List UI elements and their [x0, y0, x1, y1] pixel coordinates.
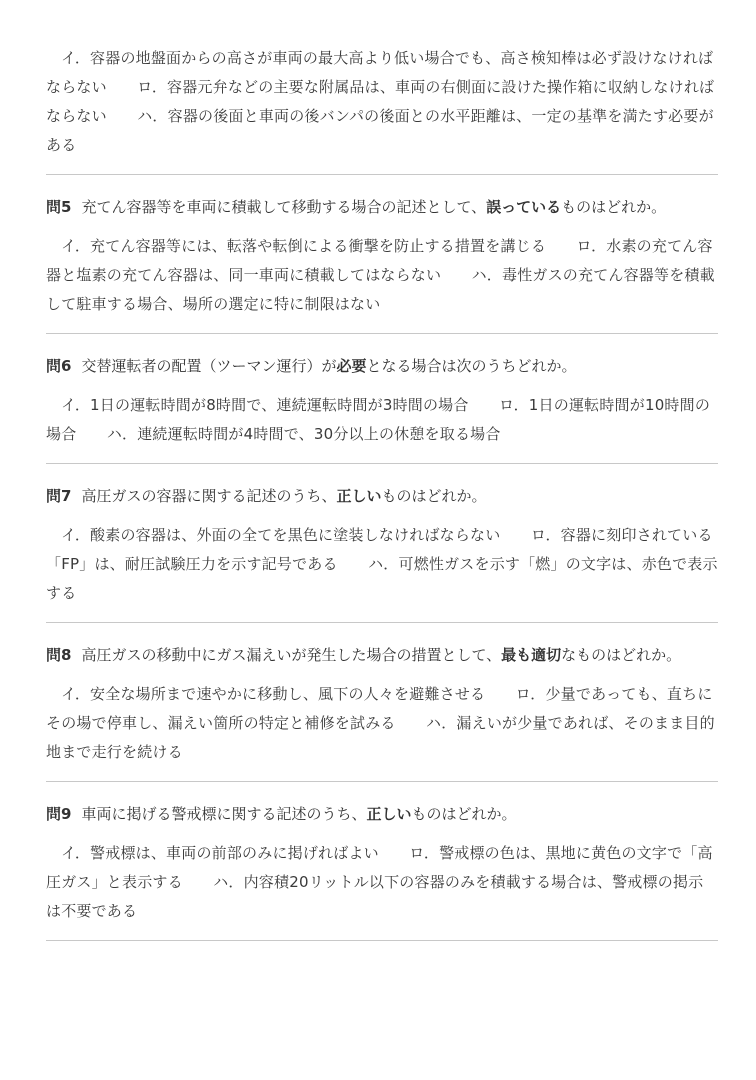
question-emphasis: 正しい — [336, 487, 382, 505]
option-ha: ハ．毒性ガスの充てん容器等を積載して駐車する場合、場所の選定に特に制限はない — [46, 266, 715, 313]
question-number: 問5 — [46, 198, 72, 216]
option-i: イ．容器の地盤面からの高さが車両の最大高より低い場合でも、高さ検知棒は必ず設けなければならない — [46, 49, 714, 96]
option-ro: ロ．水素の充てん容器と塩素の充てん容器は、同一車両に積載してはならない — [46, 237, 713, 284]
question-9-options — [46, 839, 718, 926]
option-ha: ハ．連続運転時間が4時間で、30分以上の休憩を取る場合 — [106, 425, 501, 443]
question-emphasis: 正しい — [366, 805, 412, 823]
question-emphasis: 誤っている — [486, 198, 562, 216]
option-ro: ロ．1日の運転時間が10時間の場合 — [46, 396, 711, 443]
question-5-options — [46, 232, 718, 319]
option-ha: ハ．内容積20リットル以下の容器のみを積載する場合は、警戒標の掲示は不要である — [46, 873, 704, 920]
question-4-options — [46, 44, 718, 160]
question-text: 高圧ガスの移動中にガス漏えいが発生した場合の措置として、 — [81, 646, 502, 664]
option-ro: ロ．容器元弁などの主要な附属品は、車両の右側面に設けた操作箱に収納しなければならない — [46, 78, 715, 125]
question-8-options — [46, 680, 718, 767]
option-ro: ロ．少量であっても、直ちにその場で停車し、漏えい箇所の特定と補修を試みる — [46, 685, 713, 732]
option-ha: ハ．可燃性ガスを示す「燃」の文字は、赤色で表示する — [46, 555, 718, 602]
question-6-options — [46, 391, 718, 449]
option-i: イ．安全な場所まで速やかに移動し、風下の人々を避難させる — [61, 685, 486, 703]
question-7 — [46, 482, 718, 511]
option-i: イ．1日の運転時間が8時間で、連続運転時間が3時間の場合 — [61, 396, 469, 414]
divider — [46, 940, 718, 941]
question-number: 問6 — [46, 357, 72, 375]
divider — [46, 781, 718, 782]
question-8 — [46, 641, 718, 670]
question-text-end: ものはどれか。 — [561, 198, 667, 216]
question-text-end: ものはどれか。 — [411, 805, 517, 823]
divider — [46, 622, 718, 623]
option-ro: ロ．警戒標の色は、黒地に黄色の文字で「高圧ガス」と表示する — [46, 844, 713, 891]
divider — [46, 174, 718, 175]
question-text-end: なものはどれか。 — [561, 646, 682, 664]
question-text: 交替運転者の配置（ツーマン運行）が — [81, 357, 337, 375]
question-number: 問8 — [46, 646, 72, 664]
question-5 — [46, 193, 718, 222]
option-i: イ．充てん容器等には、転落や転倒による衝撃を防止する措置を講じる — [61, 237, 547, 255]
divider — [46, 463, 718, 464]
option-i: イ．警戒標は、車両の前部のみに掲げればよい — [61, 844, 379, 862]
question-9 — [46, 800, 718, 829]
question-emphasis: 必要 — [336, 357, 367, 375]
question-text: 充てん容器等を車両に積載して移動する場合の記述として、 — [81, 198, 487, 216]
question-number: 問7 — [46, 487, 72, 505]
question-6 — [46, 352, 718, 381]
question-number: 問9 — [46, 805, 72, 823]
question-text-end: となる場合は次のうちどれか。 — [366, 357, 577, 375]
option-ha: ハ．容器の後面と車両の後バンパの後面との水平距離は、一定の基準を満たす必要がある — [46, 107, 714, 154]
option-ha: ハ．漏えいが少量であれば、そのまま目的地まで走行を続ける — [46, 714, 715, 761]
question-text: 車両に掲げる警戒標に関する記述のうち、 — [81, 805, 367, 823]
divider — [46, 333, 718, 334]
question-emphasis: 最も適切 — [501, 646, 562, 664]
question-text: 高圧ガスの容器に関する記述のうち、 — [81, 487, 337, 505]
option-i: イ．酸素の容器は、外面の全てを黒色に塗装しなければならない — [61, 526, 501, 544]
question-7-options — [46, 521, 718, 608]
option-ro: ロ．容器に刻印されている「FP」は、耐圧試験圧力を示す記号である — [46, 526, 713, 573]
question-text-end: ものはどれか。 — [381, 487, 487, 505]
